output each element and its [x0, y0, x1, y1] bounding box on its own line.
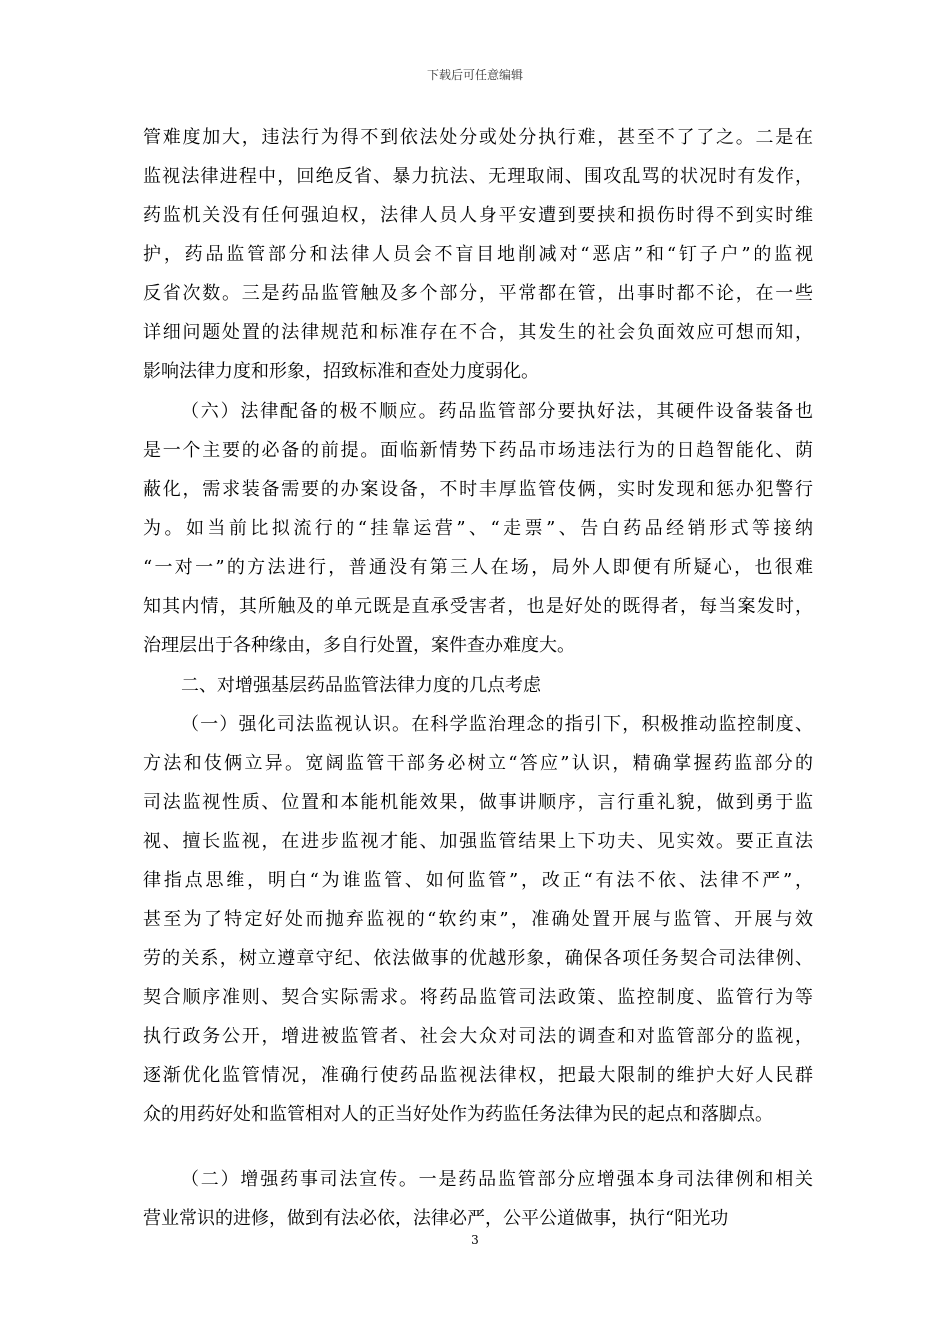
text-line: 护，药品监管部分和法律人员会不盲目地削减对“恶店”和“钉子户”的监视: [143, 244, 813, 265]
text-line: 是一个主要的必备的前提。面临新情势下药品市场违法行为的日趋智能化、荫: [143, 440, 813, 461]
text-line: 反省次数。三是药品监管触及多个部分，平常都在管，出事时都不论，在一些: [143, 283, 813, 304]
page-header: 下载后可任意编辑: [426, 68, 523, 82]
text-line: 监视法律进程中，回绝反省、暴力抗法、无理取闹、围攻乱骂的状况时有发作，: [143, 166, 813, 187]
text-line: 司法监视性质、位置和本能机能效果，做事讲顺序，言行重礼貌，做到勇于监: [143, 792, 813, 813]
text-line: 逐渐优化监管情况，准确行使药品监视法律权，把最大限制的维护大好人民群: [143, 1065, 813, 1086]
text-line: 治理层出于各种缘由，多自行处置，案件查办难度大。: [143, 635, 575, 656]
text-line: （六）法律配备的极不顺应。药品监管部分要执好法，其硬件设备装备也: [181, 401, 813, 422]
section-heading: 二、对增强基层药品监管法律力度的几点考虑: [181, 675, 541, 696]
text-line: 执行政务公开，增进被监管者、社会大众对司法的调查和对监管部分的监视，: [143, 1026, 813, 1047]
text-line: 方法和伎俩立异。宽阔监管干部务必树立“答应”认识，精确掌握药监部分的: [143, 753, 813, 774]
text-line: “一对一”的方法进行，普通没有第三人在场，局外人即便有所疑心，也很难: [143, 557, 813, 578]
text-line: 管难度加大，违法行为得不到依法处分或处分执行难，甚至不了了之。二是在: [143, 127, 813, 148]
text-line: 营业常识的进修，做到有法必依，法律必严，公平公道做事，执行“阳光功: [143, 1208, 729, 1229]
text-line: （二）增强药事司法宣传。一是药品监管部分应增强本身司法律例和相关: [181, 1169, 813, 1190]
text-line: 劳的关系，树立遵章守纪、依法做事的优越形象，确保各项任务契合司法律例、: [143, 948, 813, 969]
text-line: （一）强化司法监视认识。在科学监治理念的指引下，积极推动监控制度、: [181, 714, 813, 735]
text-line: 众的用药好处和监管相对人的正当好处作为药监任务法律为民的起点和落脚点。: [143, 1104, 773, 1125]
text-line: 视、擅长监视，在进步监视才能、加强监管结果上下功夫、见实效。要正直法: [143, 831, 813, 852]
text-line: 蔽化，需求装备需要的办案设备，不时丰厚监管伎俩，实时发现和惩办犯警行: [143, 479, 813, 500]
text-line: 药监机关没有任何强迫权，法律人员人身平安遭到要挟和损伤时得不到实时维: [143, 205, 813, 226]
text-line: 影响法律力度和形象，招致标准和查处力度弱化。: [143, 361, 539, 382]
text-line: 契合顺序准则、契合实际需求。将药品监管司法政策、监控制度、监管行为等: [143, 987, 813, 1008]
page-number: 3: [471, 1233, 479, 1247]
text-line: 为。如当前比拟流行的“挂靠运营”、“走票”、告白药品经销形式等接纳: [143, 518, 813, 539]
text-line: 知其内情，其所触及的单元既是直承受害者，也是好处的既得者，每当案发时，: [143, 596, 813, 617]
text-line: 甚至为了特定好处而抛弃监视的“软约束”，准确处置开展与监管、开展与效: [143, 909, 813, 930]
text-line: 律指点思维，明白“为谁监管、如何监管”，改正“有法不依、法律不严”，: [143, 870, 813, 891]
text-line: 详细问题处置的法律规范和标准存在不合，其发生的社会负面效应可想而知，: [143, 322, 813, 343]
